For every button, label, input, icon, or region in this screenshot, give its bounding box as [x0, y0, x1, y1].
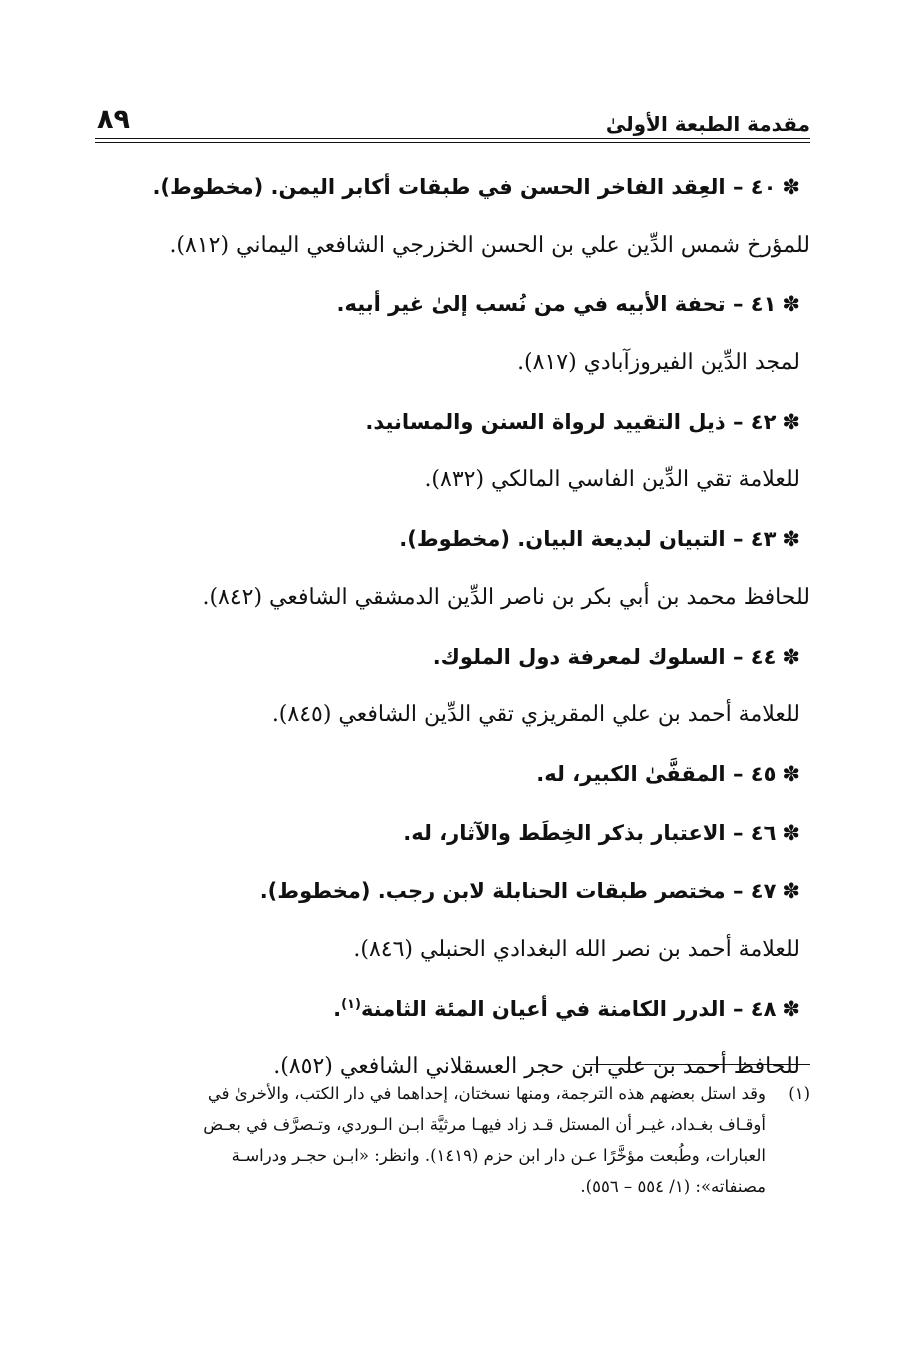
entry-40-author: للمؤرخ شمس الدِّين علي بن الحسن الخزرجي الشافعي اليماني (٨١٢).	[169, 232, 810, 258]
footnote-text	[95, 1078, 766, 1202]
entry-title: الدرر الكامنة في أعيان المئة الثامنة	[360, 996, 726, 1021]
entry-41-author: لمجد الدِّين الفيروزآبادي (٨١٧).	[517, 350, 800, 376]
footnote-line: العبارات، وطُبعت مؤخَّرًا عـن دار ابن حزم (١٤١٩). وانظر: «ابـن حجـر ودراسـة	[231, 1146, 766, 1165]
dash: –	[732, 644, 744, 669]
entry-title: ذيل التقييد لرواة السنن والمسانيد.	[365, 409, 726, 434]
entry-number: ٤١	[750, 292, 777, 317]
entry-43-title	[95, 510, 810, 569]
dash: –	[732, 996, 744, 1021]
page-body	[95, 158, 810, 1097]
entry-43-author: للحافظ محمد بن أبي بكر بن ناصر الدِّين الدمشقي الشافعي (٨٤٢).	[202, 584, 810, 610]
asterisk-icon: ✽	[782, 527, 800, 552]
entry-number: ٤٦	[750, 820, 777, 845]
entry-41-title	[95, 275, 810, 334]
dash: –	[732, 175, 744, 199]
entry-number: ٤٥	[750, 761, 777, 786]
dash: –	[732, 527, 744, 552]
asterisk-icon: ✽	[782, 644, 800, 669]
asterisk-icon: ✽	[782, 175, 800, 199]
entry-number: ٤٠	[750, 175, 777, 199]
dash: –	[732, 409, 744, 434]
entry-title: التبيان لبديعة البيان. (مخطوط).	[399, 527, 726, 552]
entry-number: ٤٧	[750, 879, 777, 904]
entry-42-author: للعلامة تقي الدِّين الفاسي المالكي (٨٣٢).	[424, 467, 800, 493]
dash: –	[732, 292, 744, 317]
asterisk-icon: ✽	[782, 996, 800, 1021]
header-rule	[95, 138, 810, 139]
dash: –	[732, 761, 744, 786]
entry-title: السلوك لمعرفة دول الملوك.	[432, 644, 726, 669]
entry-title: المقفَّىٰ الكبير، له.	[536, 761, 726, 786]
asterisk-icon: ✽	[782, 292, 800, 317]
header-rule-secondary	[95, 142, 810, 143]
entry-46-title	[95, 804, 810, 863]
asterisk-icon: ✽	[782, 820, 800, 845]
entry-48-author: للحافظ أحمد بن علي ابن حجر العسقلاني الشافعي (٨٥٢).	[273, 1054, 800, 1080]
footnote-marker: (١)	[788, 1084, 810, 1103]
footnote	[95, 1078, 810, 1202]
entry-47-author: للعلامة أحمد بن نصر الله البغدادي الحنبلي (٨٤٦).	[353, 936, 800, 962]
entry-44-title	[95, 628, 810, 687]
entry-44-author: للعلامة أحمد بن علي المقريزي تقي الدِّين الشافعي (٨٤٥).	[271, 702, 800, 728]
footnote-separator	[585, 1064, 810, 1065]
footnote-line: مصنفاته»: (١/ ٥٥٤ – ٥٥٦).	[580, 1177, 766, 1196]
entry-number: ٤٣	[750, 527, 777, 552]
entry-title: العِقد الفاخر الحسن في طبقات أكابر اليمن. (مخطوط).	[152, 175, 726, 199]
footnote-reference[interactable]: (١)	[341, 996, 361, 1012]
asterisk-icon: ✽	[782, 409, 800, 434]
page-number: ٨٩	[97, 104, 130, 135]
footnote-line: أوقـاف بغـداد، غيـر أن المستل قـد زاد فيهـا مرثيَّة ابـن الـوردي، وتـصرَّف في بعـض	[203, 1115, 766, 1134]
dash: –	[732, 820, 744, 845]
entry-48-title	[95, 980, 810, 1039]
asterisk-icon: ✽	[782, 879, 800, 904]
asterisk-icon: ✽	[782, 761, 800, 786]
entry-title: تحفة الأبيه في من نُسب إلىٰ غير أبيه.	[336, 292, 726, 317]
entry-42-title	[95, 393, 810, 452]
entry-45-title	[95, 745, 810, 804]
entry-number: ٤٨	[750, 996, 777, 1021]
footnote-line: وقد استل بعضهم هذه الترجمة، ومنها نسختان، إحداهما في دار الكتب، والأخرىٰ في	[207, 1084, 766, 1103]
book-page	[95, 98, 810, 1278]
entry-number: ٤٢	[750, 409, 777, 434]
entry-title: الاعتبار بذكر الخِطَط والآثار، له.	[403, 820, 726, 845]
entry-40-title	[95, 158, 810, 217]
entry-number: ٤٤	[750, 644, 777, 669]
dash: –	[732, 879, 744, 904]
entry-47-title	[95, 862, 810, 921]
running-title: مقدمة الطبعة الأولىٰ	[605, 112, 810, 136]
entry-title: مختصر طبقات الحنابلة لابن رجب. (مخطوط).	[259, 879, 726, 904]
page-header	[95, 98, 810, 138]
entry-title-end: .	[333, 996, 342, 1021]
